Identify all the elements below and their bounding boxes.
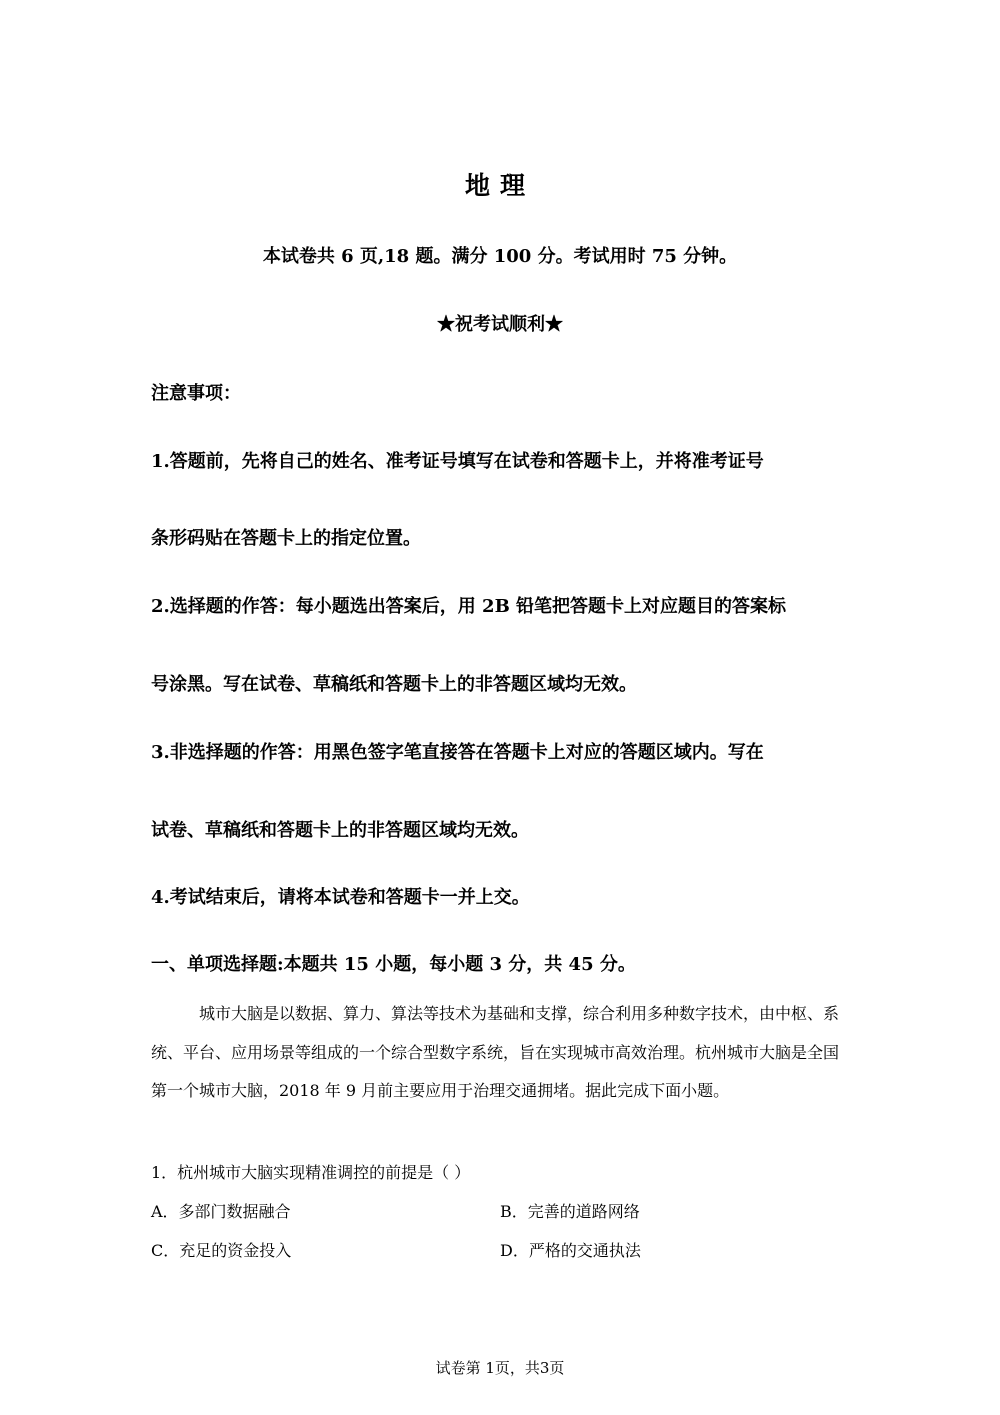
option-b: B．完善的道路网络 [500, 1202, 640, 1221]
option-a: A．多部门数据融合 [151, 1202, 291, 1221]
question-1: 1．杭州城市大脑实现精准调控的前提是（ ） [151, 1163, 471, 1182]
option-c: C．充足的资金投入 [151, 1241, 292, 1260]
exam-subtitle: 本试卷共 6 页,18 题。满分 100 分。考试用时 75 分钟。 [262, 246, 738, 267]
notice-line-5: 3.非选择题的作答：用黑色签字笔直接答在答题卡上对应的答题区域内。写在 [151, 742, 764, 763]
notice-line-4: 号涂黑。写在试卷、草稿纸和答题卡上的非答题区域均无效。 [151, 674, 637, 695]
notice-line-6: 试卷、草稿纸和答题卡上的非答题区域均无效。 [151, 820, 529, 841]
notice-line-3: 2.选择题的作答：每小题选出答案后，用 2B 铅笔把答题卡上对应题目的答案标 [151, 596, 787, 617]
notice-line-1: 1.答题前，先将自己的姓名、准考证号填写在试卷和答题卡上，并将准考证号 [151, 451, 764, 472]
page-footer: 试卷第 1页，共3页 [435, 1359, 565, 1377]
section-heading: 一、单项选择题:本题共 15 小题，每小题 3 分，共 45 分。 [151, 954, 636, 975]
good-luck-line: ★祝考试顺利★ [437, 314, 563, 335]
option-d: D．严格的交通执法 [500, 1241, 641, 1260]
passage-text: 城市大脑是以数据、算力、算法等技术为基础和支撑，综合利用多种数字技术，由中枢、系统、平台、应用场景等组成的一个综合型数字系统，旨在实现城市高效治理。杭州城市大脑是全国第一个城市大脑，2018 年 9 月前主要应用于治理交通拥堵。据此完成下面小题。 [151, 1004, 840, 1100]
notice-heading: 注意事项： [151, 383, 241, 404]
notice-line-2: 条形码贴在答题卡上的指定位置。 [151, 528, 421, 549]
exam-title: 地理 [464, 171, 535, 200]
notice-line-7: 4.考试结束后，请将本试卷和答题卡一并上交。 [151, 887, 530, 908]
